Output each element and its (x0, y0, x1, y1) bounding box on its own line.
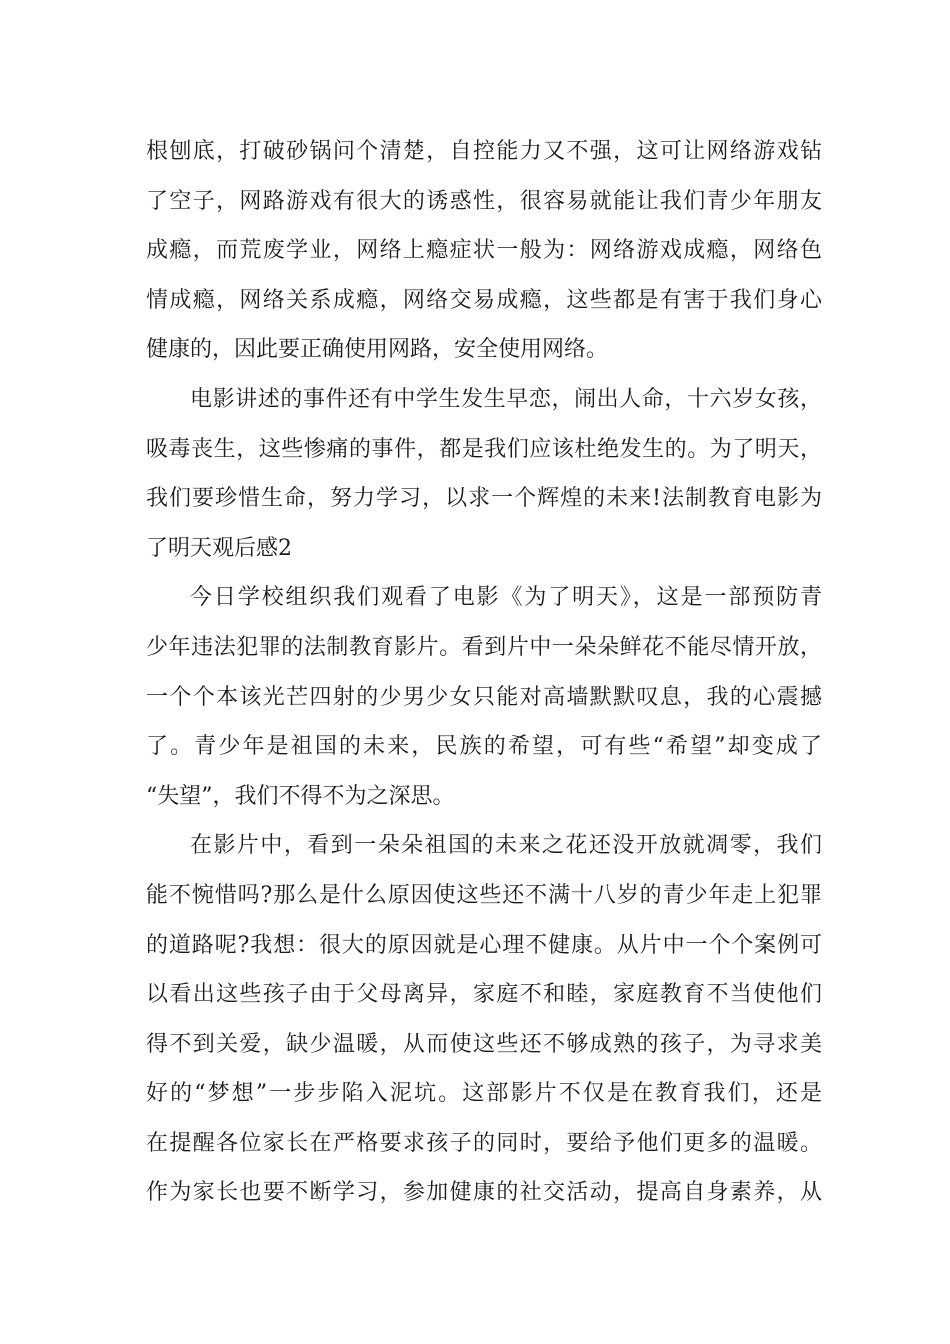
text-line: 吸毒丧生，这些惨痛的事件，都是我们应该杜绝发生的。为了明天， (146, 436, 822, 462)
text-line: 了。青少年是祖国的未来，民族的希望，可有些“希望”却变成了 (146, 734, 822, 760)
text-line: 健康的，因此要正确使用网路，安全使用网络。 (146, 337, 609, 363)
text-line: “失望”，我们不得不为之深思。 (146, 783, 455, 809)
text-line: 情成瘾，网络关系成瘾，网络交易成瘾，这些都是有害于我们身心 (146, 287, 822, 313)
text-line: 好的“梦想”一步步陷入泥坑。这部影片不仅是在教育我们，还是 (146, 1081, 822, 1107)
text-line: 能不惋惜吗?那么是什么原因使这些还不满十八岁的青少年走上犯罪 (146, 882, 822, 908)
text-line: 作为家长也要不断学习，参加健康的社交活动，提高自身素养，从 (146, 1180, 822, 1206)
text-line: 在提醒各位家长在严格要求孩子的同时，要给予他们更多的温暖。 (146, 1130, 822, 1156)
text-line: 了空子，网路游戏有很大的诱惑性，很容易就能让我们青少年朋友 (146, 188, 822, 214)
text-line: 少年违法犯罪的法制教育影片。看到片中一朵朵鲜花不能尽情开放， (146, 634, 822, 660)
text-line: 我们要珍惜生命，努力学习，以求一个辉煌的未来!法制教育电影为 (146, 486, 822, 512)
text-line: 一个个本该光芒四射的少男少女只能对高墙默默叹息，我的心震撼 (146, 684, 822, 710)
body-text (146, 127, 822, 1218)
text-line: 以看出这些孩子由于父母离异，家庭不和睦，家庭教育不当使他们 (146, 982, 822, 1008)
paragraph-first-line: 电影讲述的事件还有中学生发生早恋，闹出人命，十六岁女孩， (190, 386, 822, 412)
text-line: 成瘾，而荒废学业，网络上瘾症状一般为：网络游戏成瘾，网络色 (146, 238, 822, 264)
paragraph-first-line: 在影片中，看到一朵朵祖国的未来之花还没开放就凋零，我们 (190, 833, 822, 859)
text-line: 了明天观后感2 (146, 535, 292, 561)
paragraph-first-line: 今日学校组织我们观看了电影《为了明天》，这是一部预防青 (190, 585, 822, 611)
text-line: 得不到关爱，缺少温暖，从而使这些还不够成熟的孩子，为寻求美 (146, 1031, 822, 1057)
text-line: 根刨底，打破砂锅问个清楚，自控能力又不强，这可让网络游戏钻 (146, 139, 822, 164)
text-line: 的道路呢?我想：很大的原因就是心理不健康。从片中一个个案例可 (146, 932, 822, 958)
